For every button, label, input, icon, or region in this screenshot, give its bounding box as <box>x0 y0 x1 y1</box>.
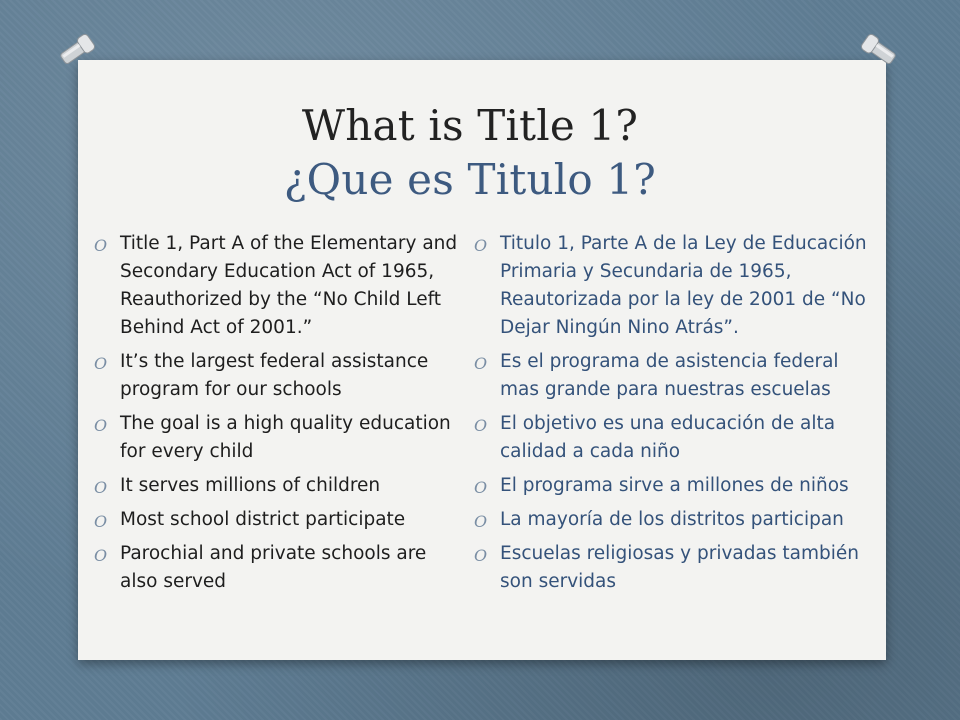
bullet-icon: O <box>474 416 488 435</box>
list-item-text: El programa sirve a millones de niños <box>500 475 849 496</box>
bullet-icon: O <box>474 512 488 531</box>
bullet-icon: O <box>474 354 488 373</box>
list-item-text: La mayoría de los distritos participan <box>500 509 844 530</box>
list-item-text: Titulo 1, Parte A de la Ley de Educación Primaria y Secundaria de 1965, Reautorizada por la ley de 2001 de “No Dejar Ningún Nino Atrás”. <box>500 233 867 338</box>
list-item-text: Most school district participate <box>120 509 406 530</box>
list-item <box>468 410 868 466</box>
list-item-text: Title 1, Part A of the Elementary and Secondary Education Act of 1965, Reauthorized by the “No Child Left Behind Act of 2001.” <box>120 233 458 338</box>
title-english: What is Title 1? <box>301 101 639 150</box>
list-item <box>88 410 460 466</box>
bullet-icon: O <box>94 416 108 435</box>
list-item <box>468 348 868 404</box>
list-item-text: It serves millions of children <box>120 475 381 496</box>
spanish-bullet-list <box>468 230 868 602</box>
list-item-text: Es el programa de asistencia federal mas grande para nuestras escuelas <box>500 351 839 400</box>
list-item-text: El objetivo es una educación de alta calidad a cada niño <box>500 413 836 462</box>
title-spanish: ¿Que es Titulo 1? <box>283 155 657 204</box>
bullet-icon: O <box>474 546 488 565</box>
list-item <box>88 348 460 404</box>
bullet-icon: O <box>94 236 108 255</box>
bullet-icon: O <box>94 512 108 531</box>
english-bullet-list <box>88 230 460 602</box>
bullet-icon: O <box>474 236 488 255</box>
list-item <box>88 230 460 342</box>
list-item-text: Parochial and private schools are also served <box>120 543 427 592</box>
list-item <box>468 230 868 342</box>
list-item <box>88 540 460 596</box>
list-item <box>88 472 460 500</box>
list-item <box>468 472 868 500</box>
bullet-icon: O <box>94 478 108 497</box>
list-item-text: Escuelas religiosas y privadas también son servidas <box>500 543 859 592</box>
bullet-icon: O <box>474 478 488 497</box>
list-item-text: It’s the largest federal assistance program for our schools <box>120 351 429 400</box>
list-item <box>468 506 868 534</box>
bullet-icon: O <box>94 354 108 373</box>
bullet-icon: O <box>94 546 108 565</box>
list-item <box>88 506 460 534</box>
list-item-text: The goal is a high quality education for every child <box>120 413 451 462</box>
list-item <box>468 540 868 596</box>
slide-title <box>0 100 960 206</box>
